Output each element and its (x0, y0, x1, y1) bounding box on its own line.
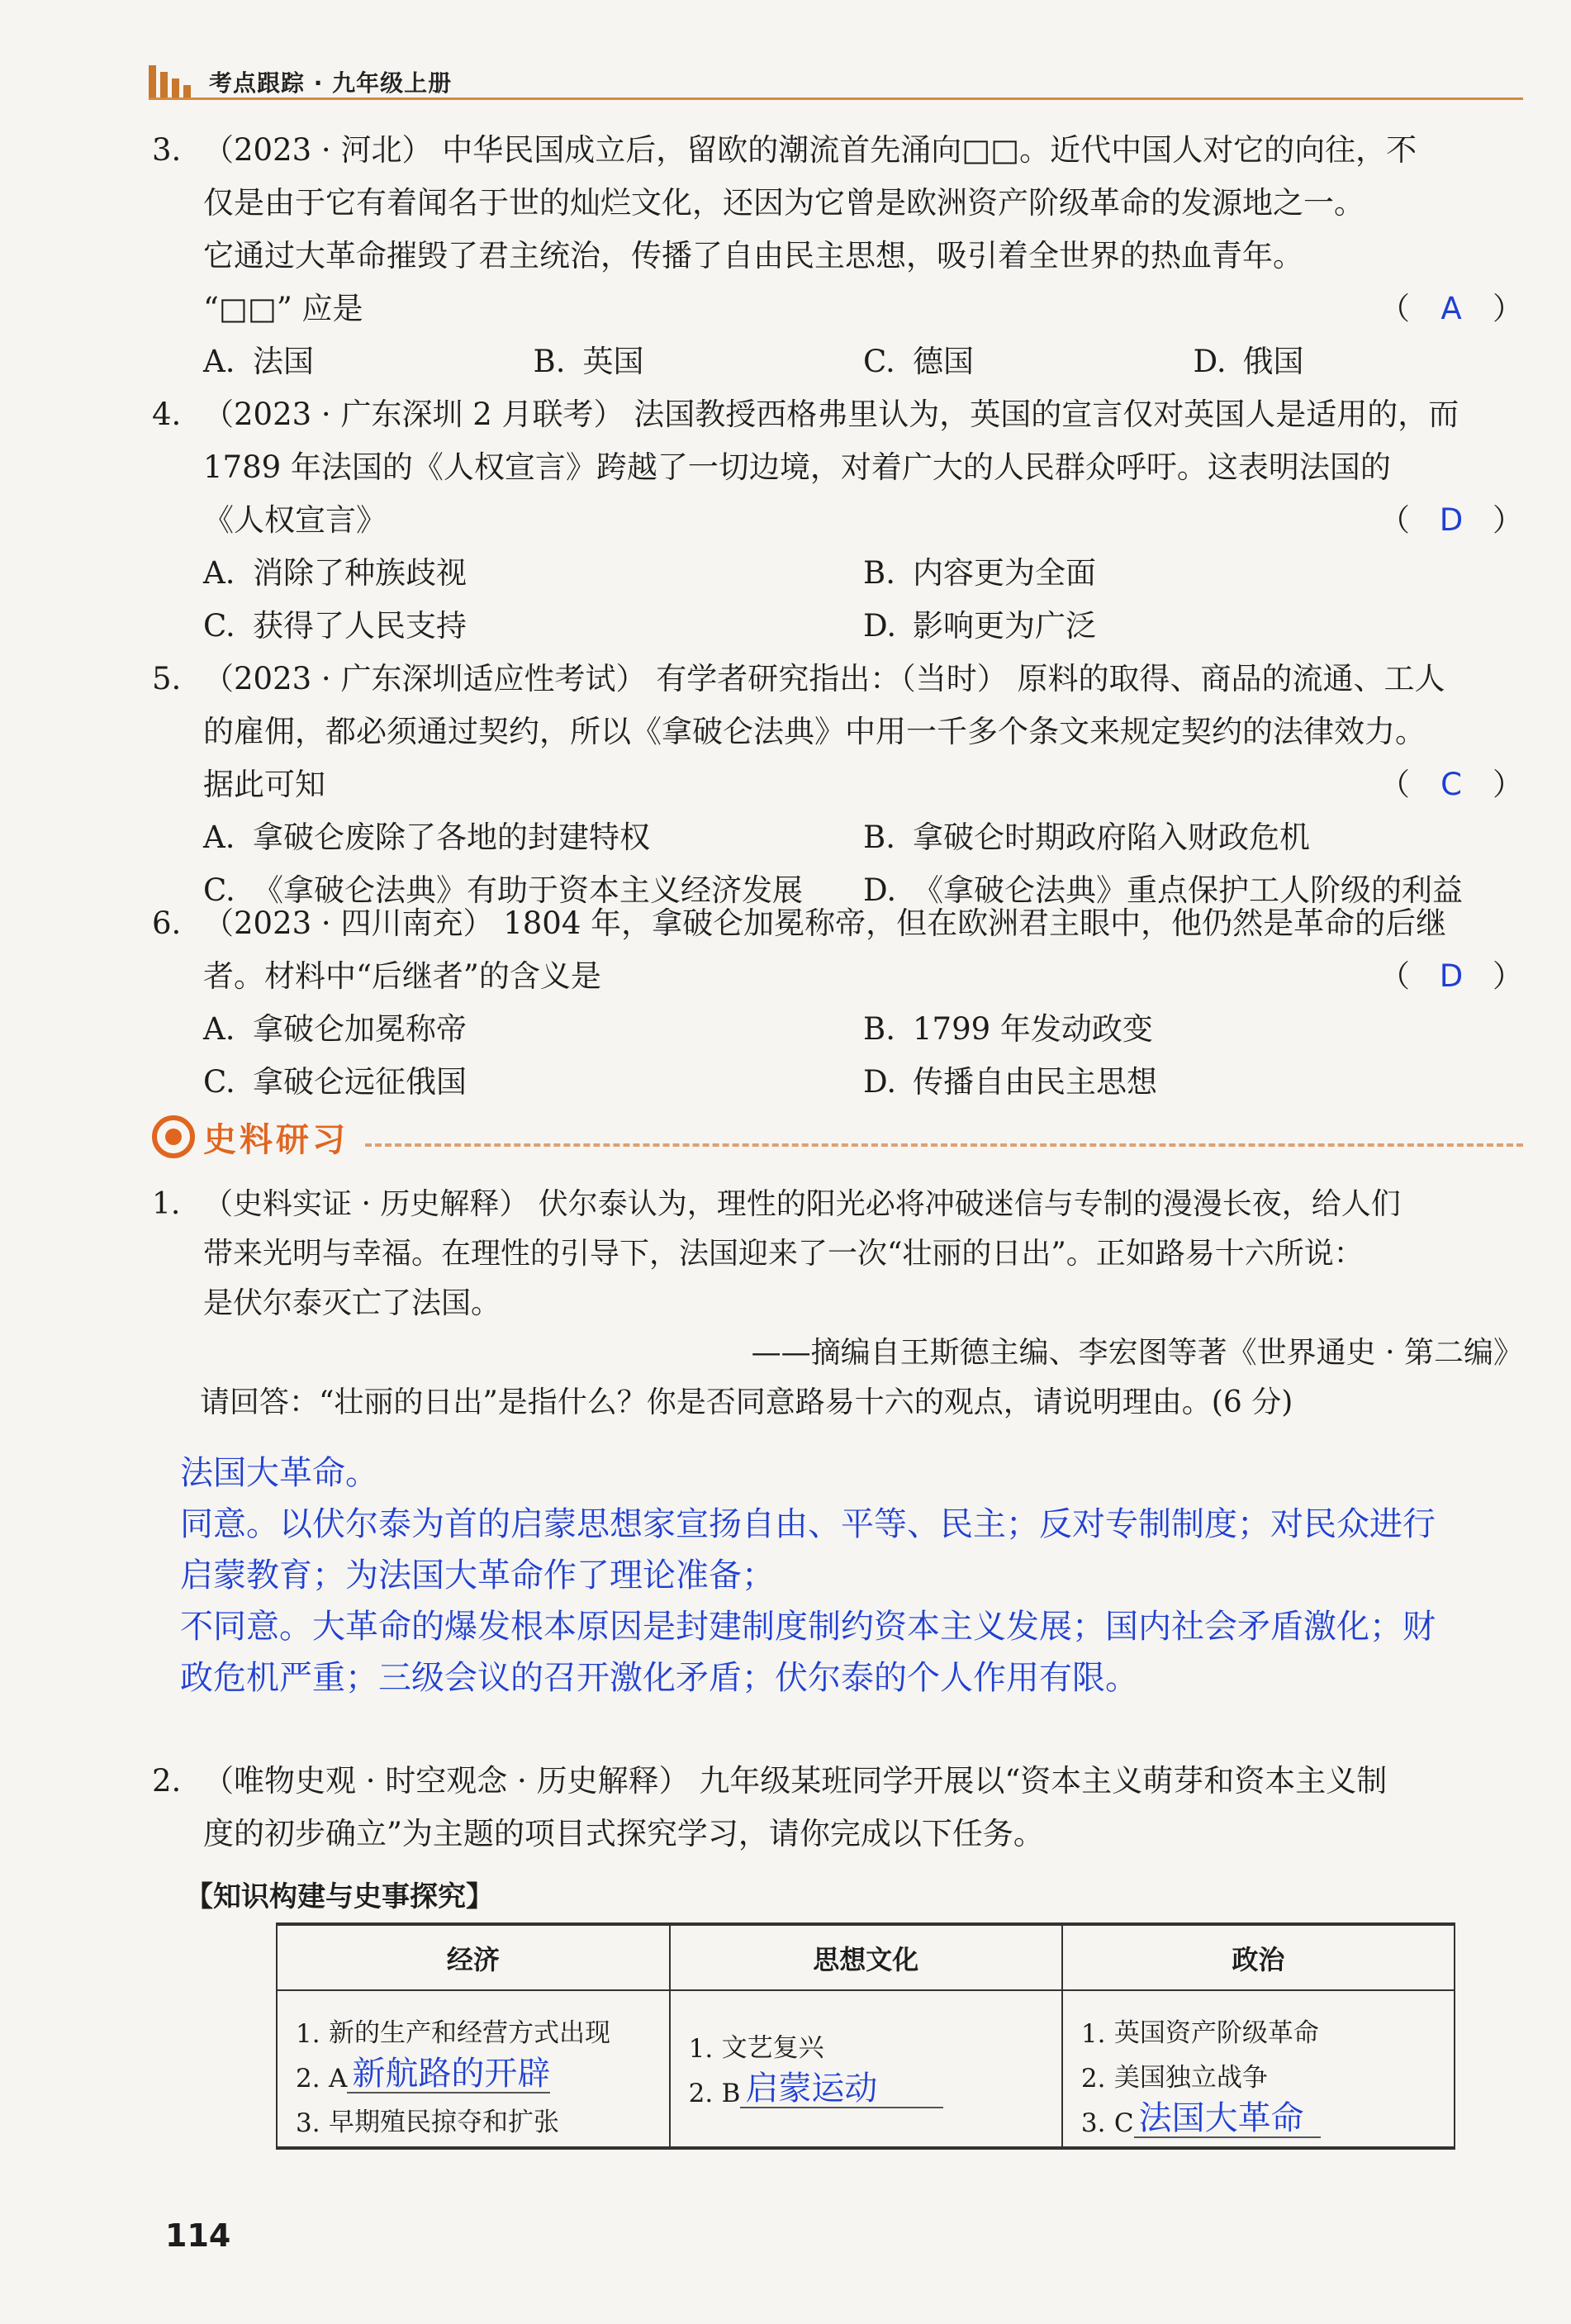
answer-letter: D (1439, 958, 1464, 994)
question-line: 仅是由于它有着闻名于世的灿烂文化，还因为它曾是欧洲资产阶级革命的发源地之一。 (203, 185, 1365, 221)
option-c: C. 获得了人民支持 (203, 608, 467, 644)
question-6 (152, 897, 1523, 1109)
question-4 (152, 388, 1523, 653)
options (203, 1003, 1523, 1109)
question-line: （2023 · 四川南充） 1804 年，拿破仑加冕称帝，但在欧洲君主眼中，他仍然是革命的后继 (203, 905, 1447, 941)
fill-answer: 新航路的开辟 (347, 2055, 550, 2094)
cell-item: 1. 新的生产和经营方式出现 (296, 2018, 610, 2049)
answer-bracket: （ C ） (1379, 758, 1523, 811)
page-number: 114 (165, 2217, 231, 2254)
question-line: 带来光明与幸福。在理性的引导下，法国迎来了一次“壮丽的日出”。正如路易十六所说： (203, 1237, 1364, 1271)
question-number: 1. (152, 1187, 181, 1221)
knowledge-table (276, 1922, 1455, 2150)
option-b: B. 拿破仑时期政府陷入财政危机 (863, 820, 1310, 855)
question-line: 是伏尔泰灭亡了法国。 (203, 1286, 501, 1320)
page-header (149, 61, 452, 102)
option-a: A. 法国 (203, 344, 314, 379)
option-a: A. 拿破仑废除了各地的封建特权 (203, 820, 650, 855)
option-d: D. 俄国 (1193, 344, 1304, 379)
question-line: 的雇佣，都必须通过契约，所以《拿破仑法典》中用一千多个条文来规定契约的法律效力。 (203, 714, 1426, 749)
subheading: 【知识构建与史事探究】 (185, 1880, 494, 1913)
cell-item: 1. 英国资产阶级革命 (1080, 2018, 1319, 2049)
option-d: D. 传播自由民主思想 (863, 1064, 1157, 1100)
table-header-politics: 政治 (1062, 1924, 1455, 1990)
question-line: （2023 · 广东深圳适应性考试） 有学者研究指出：（当时） 原料的取得、商品的流通、工人 (203, 661, 1445, 696)
question-line: （史料实证 · 历史解释） 伏尔泰认为，理性的阳光必将冲破迷信与专制的漫漫长夜，给人们 (203, 1187, 1401, 1221)
question-line: 1789 年法国的《人权宣言》跨越了一切边境，对着广大的人民群众呼吁。这表明法国的 (203, 449, 1391, 485)
source-citation: ——摘编自王斯德主编、李宏图等著《世界通史 · 第二编》 (751, 1336, 1523, 1370)
section-header (152, 1107, 1523, 1167)
table-header-economy: 经济 (277, 1924, 670, 1990)
question-prompt: 请回答：“壮丽的日出”是指什么？你是否同意路易十六的观点，请说明理由。(6 分) (200, 1385, 1293, 1419)
table-header-culture: 思想文化 (670, 1924, 1062, 1990)
option-c: C. 德国 (863, 344, 974, 379)
question-line-last (203, 283, 1523, 335)
answer-line: 启蒙教育；为法国大革命作了理论准备； (180, 1556, 775, 1594)
table-cell-economy (277, 1990, 670, 2148)
question-line: 者。材料中“后继者”的含义是 (203, 958, 601, 994)
question-number: 2. (152, 1763, 182, 1799)
answer-letter: C (1440, 767, 1462, 802)
option-c: C. 拿破仑远征俄国 (203, 1064, 467, 1100)
option-a: A. 拿破仑加冕称帝 (203, 1011, 467, 1047)
table-cell-politics (1062, 1990, 1455, 2148)
answer-letter: D (1439, 502, 1464, 538)
question-line: （2023 · 河北） 中华民国成立后，留欧的潮流首先涌向□□。近代中国人对它的向往，不 (203, 132, 1417, 168)
option-c: C. 《拿破仑法典》有助于资本主义经济发展 (203, 872, 803, 908)
option-b: B. 1799 年发动政变 (863, 1011, 1153, 1047)
option-a: A. 消除了种族歧视 (203, 555, 467, 591)
question-line: 度的初步确立”为主题的项目式探究学习，请你完成以下任务。 (203, 1816, 1044, 1851)
bars-logo-icon (149, 65, 191, 98)
option-b: B. 内容更为全面 (863, 555, 1096, 591)
cell-item: 3. C 法国大革命 (1081, 2094, 1442, 2138)
option-b: B. 英国 (533, 344, 644, 379)
options (203, 547, 1523, 653)
question-line: “□□” 应是 (203, 291, 363, 326)
section-divider (365, 1143, 1523, 1147)
question-5 (152, 653, 1523, 917)
target-icon (152, 1115, 195, 1158)
question-3 (152, 124, 1523, 388)
section-title: 史料研习 (203, 1120, 349, 1159)
handwritten-answer (180, 1447, 1523, 1704)
question-line-last (203, 950, 1523, 1003)
question-line: （2023 · 广东深圳 2 月联考） 法国教授西格弗里认为，英国的宣言仅对英国人是适用的，而 (203, 397, 1459, 432)
table-cell-culture (670, 1990, 1062, 2148)
answer-bracket: （ D ） (1379, 950, 1523, 1003)
answer-line: 法国大革命。 (180, 1454, 378, 1492)
cell-item: 3. 早期殖民掠夺和扩张 (296, 2108, 559, 2138)
question-line: （唯物史观 · 时空观念 · 历史解释） 九年级某班同学开展以“资本主义萌芽和资本主义制 (203, 1763, 1388, 1799)
header-rule (149, 97, 1523, 100)
cell-item: 2. B 启蒙运动 (689, 2064, 1050, 2108)
answer-bracket: （ D ） (1379, 494, 1523, 547)
question-number: 4. (152, 397, 182, 432)
question-line: 它通过大革命摧毁了君主统治，传播了自由民主思想，吸引着全世界的热血青年。 (203, 238, 1303, 273)
options (203, 335, 1523, 388)
study-question-1 (152, 1180, 1523, 1428)
fill-answer: 法国大革命 (1134, 2100, 1321, 2138)
answer-line: 政危机严重；三级会议的召开激化矛盾；伏尔泰的个人作用有限。 (180, 1659, 1138, 1697)
cell-item: 2. A 新航路的开辟 (296, 2055, 551, 2094)
study-question-2 (152, 1755, 1523, 1861)
option-d: D. 《拿破仑法典》重点保护工人阶级的利益 (863, 872, 1463, 908)
question-line: 《人权宣言》 (203, 502, 387, 538)
question-number: 5. (152, 661, 182, 696)
answer-letter: A (1440, 291, 1462, 326)
fill-answer: 启蒙运动 (740, 2070, 943, 2108)
question-line: 据此可知 (203, 767, 325, 802)
option-d: D. 影响更为广泛 (863, 608, 1096, 644)
cell-item: 1. 文艺复兴 (688, 2033, 824, 2064)
question-number: 3. (152, 132, 182, 168)
question-line-last (203, 494, 1523, 547)
answer-line: 同意。以伏尔泰为首的启蒙思想家宣扬自由、平等、民主；反对专制制度；对民众进行 (180, 1505, 1436, 1543)
header-title: 考点跟踪 · 九年级上册 (209, 69, 453, 97)
cell-item: 2. 美国独立战争 (1080, 2063, 1268, 2094)
answer-bracket: （ A ） (1379, 283, 1523, 335)
question-line-last (203, 758, 1523, 811)
answer-line: 不同意。大革命的爆发根本原因是封建制度制约资本主义发展；国内社会矛盾激化；财 (180, 1608, 1436, 1646)
question-number: 6. (152, 905, 182, 941)
